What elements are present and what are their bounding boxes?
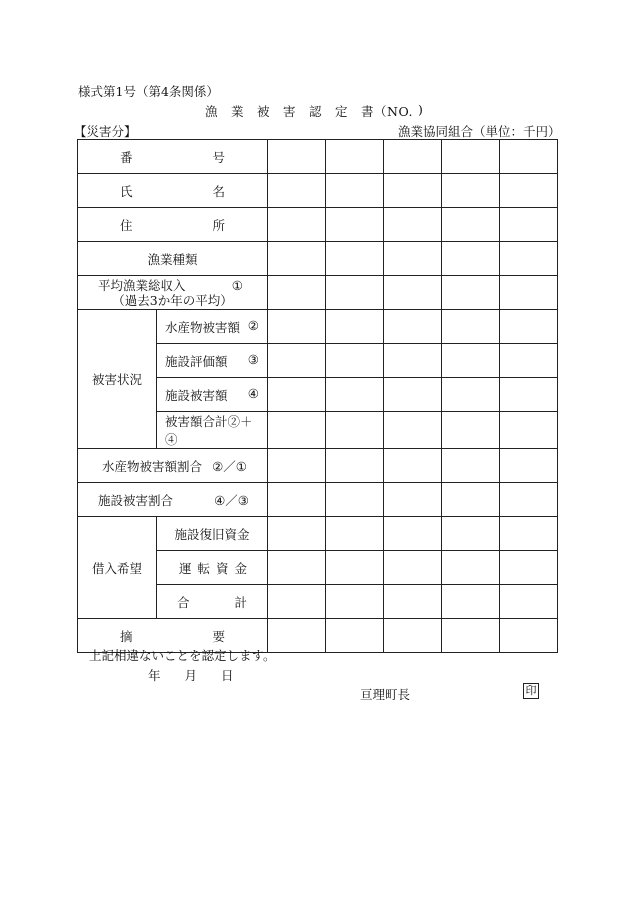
input-cell[interactable] [384,551,442,585]
input-cell[interactable] [500,174,558,208]
input-cell[interactable] [384,310,442,344]
input-cell[interactable] [384,276,442,310]
input-cell[interactable] [268,344,326,378]
input-cell[interactable] [442,551,500,585]
input-cell[interactable] [384,140,442,174]
day-label: 日 [221,668,234,683]
row-product-damage [78,310,558,344]
input-cell[interactable] [326,551,384,585]
row-facility-ratio [78,483,558,517]
input-cell[interactable] [442,208,500,242]
document-title: 漁 業 被 害 認 定 書（NO. [205,104,413,119]
input-cell[interactable] [500,208,558,242]
input-cell[interactable] [500,276,558,310]
input-cell[interactable] [268,276,326,310]
input-cell[interactable] [384,242,442,276]
row-restoration-fund [78,517,558,551]
input-cell[interactable] [384,378,442,412]
input-cell[interactable] [500,310,558,344]
input-cell[interactable] [442,344,500,378]
input-cell[interactable] [268,140,326,174]
input-cell[interactable] [442,585,500,619]
input-cell[interactable] [500,378,558,412]
cooperative-unit-label: 漁業協同組合（単位：千円） [398,124,561,139]
input-cell[interactable] [268,174,326,208]
row-product-ratio [78,449,558,483]
form-number: 様式第1号（第4条関係） [78,84,219,99]
input-cell[interactable] [500,619,558,653]
input-cell[interactable] [384,449,442,483]
input-cell[interactable] [268,412,326,449]
label-number: 番 号 [78,140,268,174]
input-cell[interactable] [326,378,384,412]
label-damage-status: 被害状況 [78,310,157,449]
input-cell[interactable] [384,619,442,653]
certification-statement: 上記相違ないことを認定します。 [89,648,276,663]
label-average-income: 平均漁業総収入 ① （過去3か年の平均） [78,276,268,310]
row-average-income [78,276,558,310]
input-cell[interactable] [442,483,500,517]
input-cell[interactable] [442,517,500,551]
label-facility-value: 施設評価額 ③ [157,344,268,378]
input-cell[interactable] [268,378,326,412]
label-fishery-type: 漁業種類 [78,242,268,276]
input-cell[interactable] [442,174,500,208]
input-cell[interactable] [268,585,326,619]
input-cell[interactable] [442,242,500,276]
input-cell[interactable] [326,517,384,551]
input-cell[interactable] [326,140,384,174]
input-cell[interactable] [384,344,442,378]
label-facility-damage: 施設被害額 ④ [157,378,268,412]
label-product-ratio: 水産物被害額割合 ②／① [78,449,268,483]
input-cell[interactable] [500,551,558,585]
input-cell[interactable] [500,344,558,378]
label-loan-total: 合 計 [157,585,268,619]
input-cell[interactable] [442,276,500,310]
input-cell[interactable] [442,449,500,483]
input-cell[interactable] [442,140,500,174]
date-line [148,666,234,684]
input-cell[interactable] [268,242,326,276]
input-cell[interactable] [384,517,442,551]
input-cell[interactable] [326,483,384,517]
input-cell[interactable] [500,140,558,174]
disaster-category: 【災害分】 [74,124,137,139]
input-cell[interactable] [442,412,500,449]
input-cell[interactable] [384,483,442,517]
label-product-damage: 水産物被害額 ② [157,310,268,344]
input-cell[interactable] [326,449,384,483]
input-cell[interactable] [268,208,326,242]
label-loan-request: 借入希望 [78,517,157,619]
title-number-close: ) [418,102,423,117]
damage-certificate-table [77,139,558,653]
seal-stamp: 印 [523,683,539,699]
label-facility-ratio: 施設被害割合 ④／③ [78,483,268,517]
input-cell[interactable] [442,378,500,412]
label-restoration-fund: 施設復旧資金 [157,517,268,551]
row-name [78,174,558,208]
input-cell[interactable] [500,242,558,276]
row-fishery-type [78,242,558,276]
mayor-title: 亘理町長 [360,687,411,702]
input-cell[interactable] [500,449,558,483]
input-cell[interactable] [500,412,558,449]
month-label: 月 [184,668,198,683]
input-cell[interactable] [326,276,384,310]
input-cell[interactable] [384,412,442,449]
input-cell[interactable] [268,449,326,483]
input-cell[interactable] [268,551,326,585]
input-cell[interactable] [326,412,384,449]
input-cell[interactable] [326,208,384,242]
input-cell[interactable] [326,242,384,276]
input-cell[interactable] [326,174,384,208]
row-number [78,140,558,174]
input-cell[interactable] [500,585,558,619]
input-cell[interactable] [384,174,442,208]
input-cell[interactable] [268,483,326,517]
row-address [78,208,558,242]
input-cell[interactable] [500,517,558,551]
input-cell[interactable] [442,310,500,344]
input-cell[interactable] [326,344,384,378]
year-label: 年 [148,668,161,683]
label-operating-fund: 運 転 資 金 [157,551,268,585]
input-cell[interactable] [500,483,558,517]
input-cell[interactable] [442,619,500,653]
input-cell[interactable] [326,310,384,344]
input-cell[interactable] [384,208,442,242]
input-cell[interactable] [268,619,326,653]
label-name: 氏 名 [78,174,268,208]
label-damage-total: 被害額合計②＋④ [157,412,268,449]
input-cell[interactable] [268,310,326,344]
input-cell[interactable] [326,619,384,653]
input-cell[interactable] [326,585,384,619]
input-cell[interactable] [268,517,326,551]
input-cell[interactable] [384,585,442,619]
label-remarks: 摘 要 [78,619,268,653]
label-address: 住 所 [78,208,268,242]
